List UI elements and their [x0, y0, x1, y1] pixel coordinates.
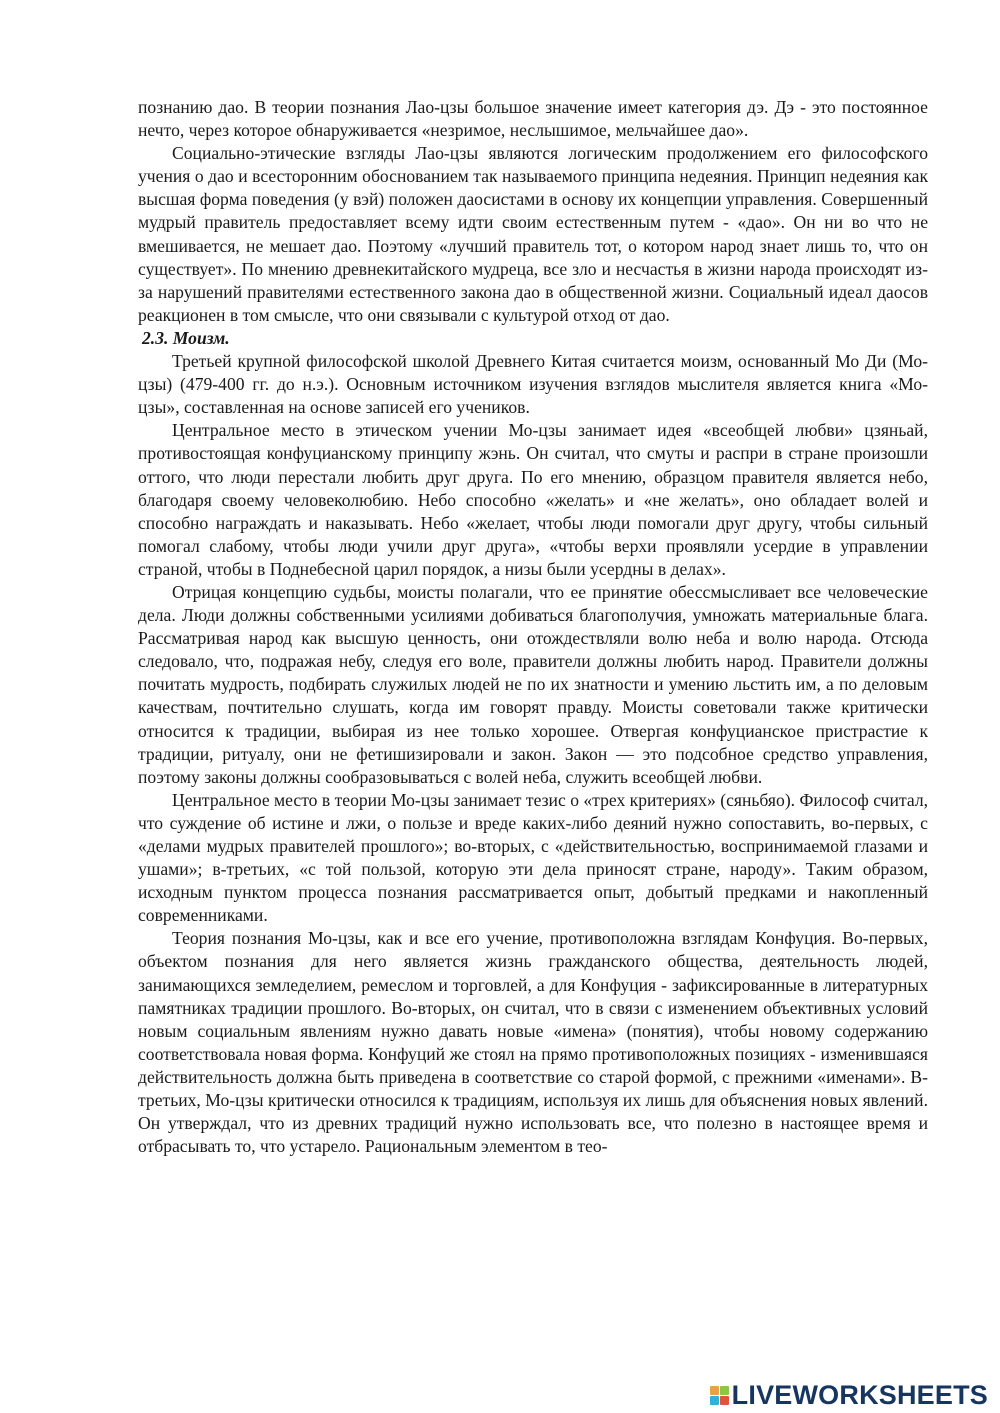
section-heading: 2.3. Моизм.	[142, 327, 230, 348]
liveworksheets-watermark[interactable]	[710, 1381, 988, 1409]
paragraph: Центральное место в этическом учении Мо-цзы занимает идея «всеобщей любви» цзяньай, противостоящая конфуцианскому принципу жэнь. Он считал, что смуты и распри в стране произошли оттого, что люди перестали любить друг друга. По его мнению, образцом правителя является небо, благодаря своему человеколюбию. Небо способно «желать» и «не желать», оно обладает волей и способно награждать и наказывать. Небо «желает, чтобы люди помогали друг другу, чтобы сильный помогал слабому, чтобы люди учили друг друга», «чтобы верхи проявляли усердие в управлении страной, чтобы в Поднебесной царил порядок, а низы были усердны в делах».	[138, 420, 928, 579]
logo-square	[720, 1396, 729, 1405]
brand-name: LIVEWORKSHEETS	[731, 1380, 988, 1410]
paragraph: Третьей крупной философской школой Древнего Китая считается моизм, основанный Мо Ди (Мо-цзы) (479-400 гг. до н.э.). Основным источником изучения взглядов мыслителя является книга «Мо-цзы», составленная на основе записей его учеников.	[138, 351, 928, 418]
logo-square	[710, 1396, 719, 1405]
paragraph: Отрицая концепцию судьбы, моисты полагали, что ее принятие обессмысливает все человеческие дела. Люди должны собственными усилиями добиваться благополучия, умножать материальные блага. Рассматривая народ как высшую ценность, они отождествляли волю неба и волю народа. Отсюда следовало, что, подражая небу, следуя его воле, правители должны любить народ. Правители должны почитать мудрость, подбирать служилых людей не по их знатности и умению льстить им, а по деловым качествам, почтительно слушать, когда им говорят правду. Моисты советовали также критически относится к традиции, выбирая из нее только хорошее. Отвергая конфуцианское пристрастие к традиции, ритуалу, они не фетишизировали и закон. Закон — это подсобное средство управления, поэтому законы должны сообразовываться с волей неба, служить всеобщей любви.	[138, 581, 928, 787]
paragraph: Центральное место в теории Мо-цзы занимает тезис о «трех критериях» (сяньбяо). Философ считал, что суждение об истине и лжи, о пользе и вреде каких-либо деяний нужно сопоставить, во-первых, с «делами мудрых правителей прошлого»; во-вторых, с «действительностью, воспринимаемой глазами и ушами»; в-третьих, «с той пользой, которую эти дела приносят стране, народу». Таким образом, исходным пунктом процесса познания рассматривается опыт, добытый предками и накопленный современниками.	[138, 789, 928, 926]
paragraph: Социально-этические взгляды Лао-цзы являются логическим продолжением его философского учения о дао и всесторонним обоснованием так называемого принципа недеяния. Принцип недеяния как высшая форма поведения (у вэй) положен даосистами в основу их концепции управления. Совершенный мудрый правитель предоставляет всему идти своим естественным путем - «дао». Он ни во что не вмешивается, не мешает дао. Поэтому «лучший правитель тот, о котором народ знает лишь то, что он существует». По мнению древнекитайского мудреца, все зло и несчастья в жизни народа происходят из-за нарушений правителями естественного закона дао в общественной жизни. Социальный идеал даосов реакционен в том смысле, что они связывали с культурой отход от дао.	[138, 143, 928, 325]
paragraph: познанию дао. В теории познания Лао-цзы большое значение имеет категория дэ. Дэ - это постоянное нечто, через которое обнаруживается «незримое, неслышимое, мельчайшее дао».	[138, 97, 928, 141]
document-page	[138, 96, 928, 1158]
logo-square	[720, 1386, 729, 1395]
logo-square	[710, 1386, 719, 1395]
liveworksheets-logo-icon	[710, 1386, 729, 1405]
paragraph: Теория познания Мо-цзы, как и все его учение, противоположна взглядам Конфуция. Во-первых, объектом познания для него является жизнь гражданского общества, деятельность людей, занимающихся земледелием, ремеслом и торговлей, а для Конфуция - зафиксированные в литературных памятниках традиции прошлого. Во-вторых, он считал, что в связи с изменением объективных условий новым социальным явлениям нужно давать новые «имена» (понятия), чтобы новому содержанию соответствовала новая форма. Конфуций же стоял на прямо противоположных позициях - изменившаяся действительность должна быть приведена в соответствие со старой формой, с прежними «именами». В-третьих, Мо-цзы критически относился к традициям, используя их лишь для объяснения новых явлений. Он утверждал, что из древних традиций нужно использовать все, что полезно в настоящее время и отбрасывать то, что устарело. Рациональным элементом в тео-	[138, 928, 928, 1157]
